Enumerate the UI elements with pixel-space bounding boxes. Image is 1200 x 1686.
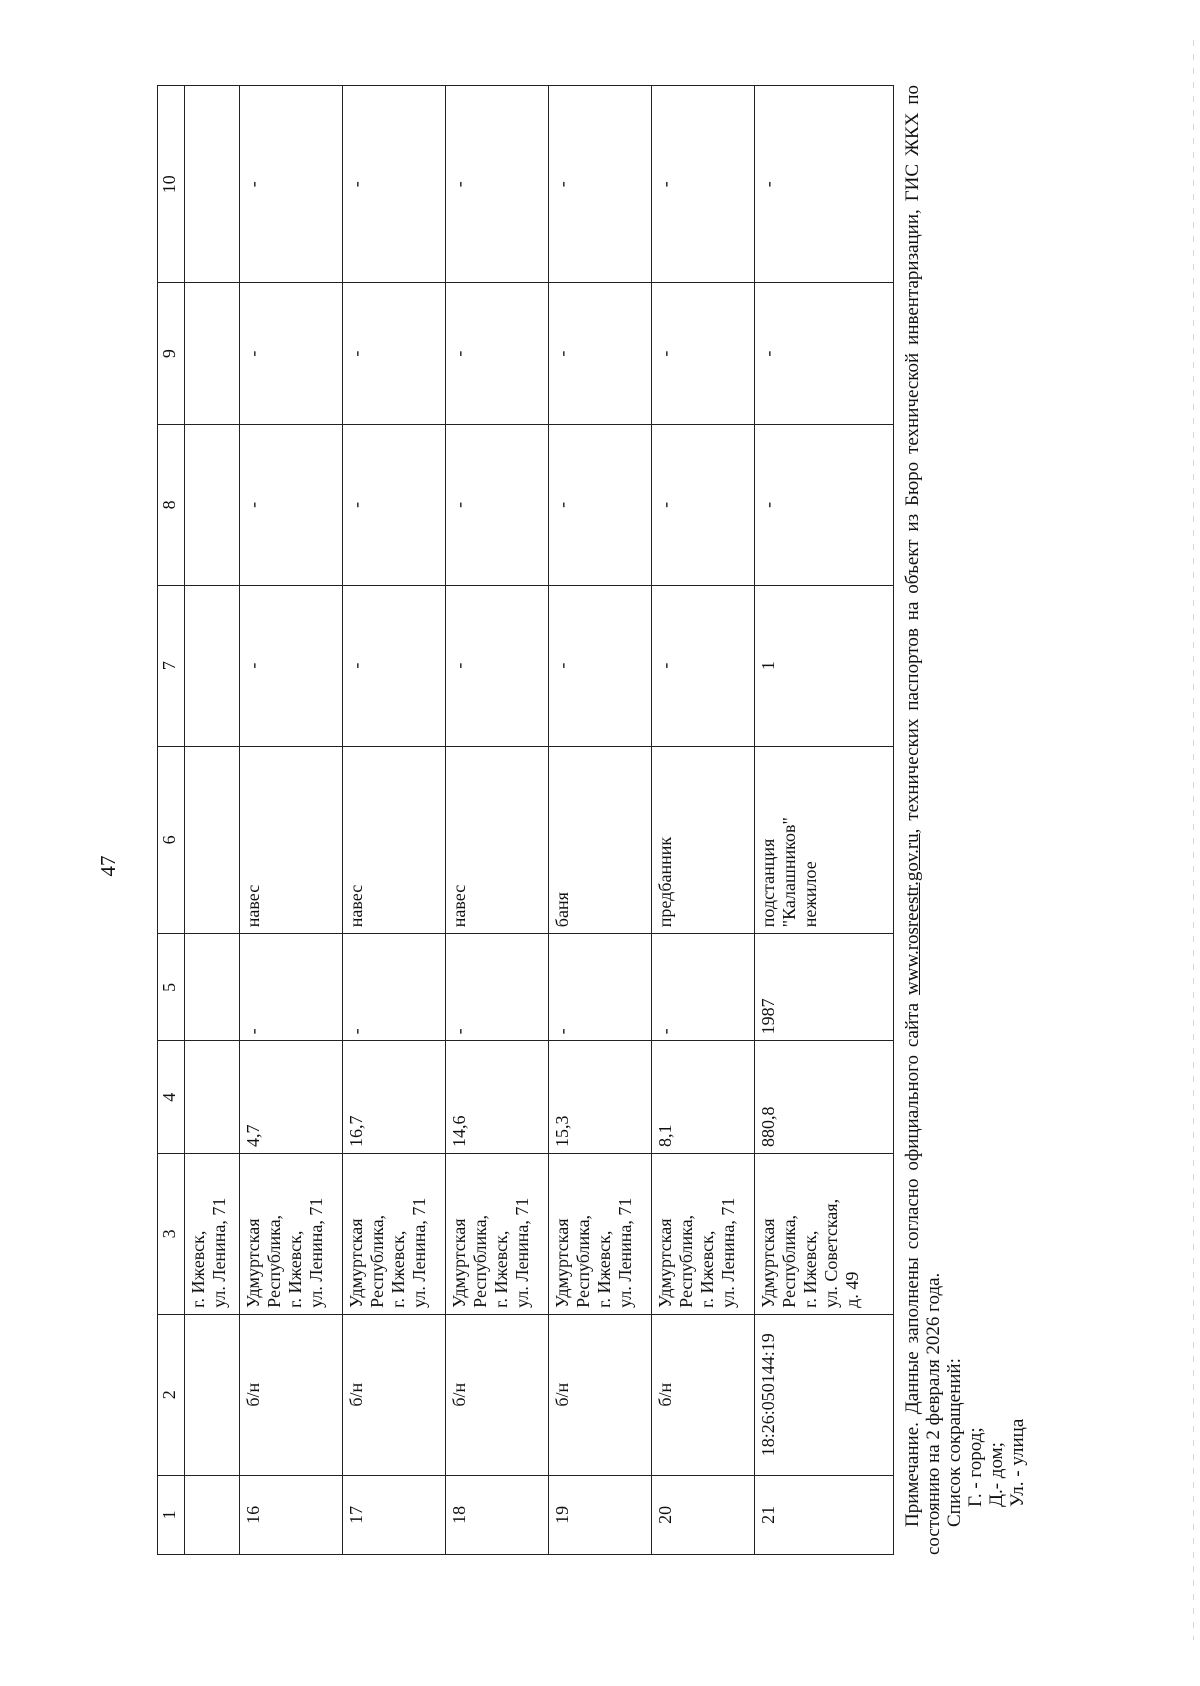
continued-row bbox=[185, 86, 240, 1555]
address-line: Удмуртская bbox=[758, 1218, 778, 1308]
column-10-cell: - bbox=[446, 86, 549, 283]
object-name-line: навес bbox=[449, 884, 469, 928]
cell-empty bbox=[185, 934, 240, 1041]
column-number: 3 bbox=[158, 1154, 185, 1315]
column-10-cell: - bbox=[652, 86, 755, 283]
address-cell bbox=[652, 1154, 755, 1315]
table-row bbox=[240, 86, 343, 1555]
abbreviation-item: Ул. - улица bbox=[1007, 1418, 1028, 1507]
column-9-cell: - bbox=[652, 283, 755, 425]
column-7-cell: - bbox=[652, 585, 755, 746]
cadastral-number-cell: б/н bbox=[343, 1314, 446, 1475]
address-line: г. Ижевск, bbox=[491, 1230, 511, 1308]
cell-empty bbox=[185, 1314, 240, 1475]
column-8-cell: - bbox=[240, 424, 343, 585]
column-10-cell: - bbox=[343, 86, 446, 283]
address-line: Удмуртская bbox=[243, 1218, 263, 1308]
row-number-cell: 19 bbox=[549, 1475, 652, 1554]
note-paragraph bbox=[902, 85, 944, 1555]
column-9-cell: - bbox=[549, 283, 652, 425]
object-name-cell bbox=[652, 746, 755, 934]
object-name-line: нежилое bbox=[800, 861, 820, 928]
abbreviations-title: Список сокращений: bbox=[944, 1358, 965, 1527]
column-7-cell: - bbox=[240, 585, 343, 746]
address-line: г. Ижевск, bbox=[285, 1230, 305, 1308]
address-cell bbox=[446, 1154, 549, 1315]
area-cell: 14,6 bbox=[446, 1041, 549, 1154]
column-8-cell: - bbox=[446, 424, 549, 585]
object-name-cell bbox=[446, 746, 549, 934]
cell-empty bbox=[185, 1041, 240, 1154]
area-cell: 4,7 bbox=[240, 1041, 343, 1154]
cell-empty bbox=[185, 283, 240, 425]
column-10-cell: - bbox=[240, 86, 343, 283]
area-cell: 16,7 bbox=[343, 1041, 446, 1154]
area-cell: 8,1 bbox=[652, 1041, 755, 1154]
address-line: Удмуртская bbox=[449, 1218, 469, 1308]
column-10-cell: - bbox=[755, 86, 894, 283]
address-line: Республика, bbox=[779, 1214, 799, 1308]
address-line: д. 49 bbox=[842, 1271, 862, 1308]
row-number-cell: 21 bbox=[755, 1475, 894, 1554]
address-line: ул. Ленина, 71 bbox=[306, 1197, 326, 1308]
address-cell bbox=[185, 1154, 240, 1315]
address-line: г. Ижевск, bbox=[388, 1230, 408, 1308]
address-line: Удмуртская bbox=[552, 1218, 572, 1308]
address-line: г. Ижевск, bbox=[594, 1230, 614, 1308]
year-cell: 1987 bbox=[755, 934, 894, 1041]
row-number-cell: 16 bbox=[240, 1475, 343, 1554]
column-number: 4 bbox=[158, 1041, 185, 1154]
column-8-cell: - bbox=[755, 424, 894, 585]
object-name-cell bbox=[343, 746, 446, 934]
page-number: 47 bbox=[96, 855, 120, 877]
area-cell: 15,3 bbox=[549, 1041, 652, 1154]
year-cell: - bbox=[446, 934, 549, 1041]
column-7-cell: 1 bbox=[755, 585, 894, 746]
address-line: Республика, bbox=[573, 1214, 593, 1308]
cadastral-number-cell: 18:26:050144:19 bbox=[755, 1314, 894, 1475]
address-line: ул. Ленина, 71 bbox=[718, 1197, 738, 1308]
table-row bbox=[446, 86, 549, 1555]
cadastral-number-cell: б/н bbox=[652, 1314, 755, 1475]
column-9-cell: - bbox=[240, 283, 343, 425]
cell-empty bbox=[185, 585, 240, 746]
object-name-line: навес bbox=[243, 884, 263, 928]
column-number: 9 bbox=[158, 283, 185, 425]
address-cell bbox=[549, 1154, 652, 1315]
object-name-line: предбанник bbox=[655, 836, 675, 928]
object-name-cell bbox=[240, 746, 343, 934]
row-number-cell: 18 bbox=[446, 1475, 549, 1554]
column-number: 2 bbox=[158, 1314, 185, 1475]
column-number: 8 bbox=[158, 424, 185, 585]
column-9-cell: - bbox=[755, 283, 894, 425]
address-cell bbox=[755, 1154, 894, 1315]
column-8-cell: - bbox=[343, 424, 446, 585]
row-number-cell: 20 bbox=[652, 1475, 755, 1554]
column-9-cell: - bbox=[446, 283, 549, 425]
column-8-cell: - bbox=[549, 424, 652, 585]
address-line: Республика, bbox=[470, 1214, 490, 1308]
column-9-cell: - bbox=[343, 283, 446, 425]
address-line: Республика, bbox=[264, 1214, 284, 1308]
cadastral-number-cell: б/н bbox=[446, 1314, 549, 1475]
address-line: ул. Ленина, 71 bbox=[209, 1197, 229, 1308]
table-row bbox=[549, 86, 652, 1555]
cadastral-number-cell: б/н bbox=[549, 1314, 652, 1475]
column-number: 6 bbox=[158, 746, 185, 934]
address-line: г. Ижевск, bbox=[800, 1230, 820, 1308]
year-cell: - bbox=[652, 934, 755, 1041]
column-number: 7 bbox=[158, 585, 185, 746]
rotated-sheet bbox=[157, 85, 1037, 1555]
address-cell bbox=[343, 1154, 446, 1315]
area-cell: 880,8 bbox=[755, 1041, 894, 1154]
scan-edge-artifact bbox=[1193, 40, 1194, 1640]
cadastral-number-cell: б/н bbox=[240, 1314, 343, 1475]
table-row bbox=[755, 86, 894, 1555]
year-cell: - bbox=[549, 934, 652, 1041]
column-number: 5 bbox=[158, 934, 185, 1041]
object-name-line: баня bbox=[552, 892, 572, 928]
cell-empty bbox=[185, 424, 240, 585]
notes-block bbox=[902, 85, 1028, 1555]
address-line: ул. Ленина, 71 bbox=[615, 1197, 635, 1308]
abbreviation-item: Г. - город; bbox=[965, 1427, 986, 1507]
column-10-cell: - bbox=[549, 86, 652, 283]
object-name-cell bbox=[755, 746, 894, 934]
address-line: г. Ижевск, bbox=[697, 1230, 717, 1308]
year-cell: - bbox=[343, 934, 446, 1041]
address-line: ул. Советская, bbox=[821, 1198, 841, 1308]
column-number-row bbox=[158, 86, 185, 1555]
table-row bbox=[343, 86, 446, 1555]
column-number: 10 bbox=[158, 86, 185, 283]
object-name-cell bbox=[549, 746, 652, 934]
object-name-line: навес bbox=[346, 884, 366, 928]
column-number: 1 bbox=[158, 1475, 185, 1554]
table-row bbox=[652, 86, 755, 1555]
cell-empty bbox=[185, 1475, 240, 1554]
rosreestr-link[interactable]: www.rosreestr.gov.ru bbox=[902, 833, 923, 995]
address-line: ул. Ленина, 71 bbox=[512, 1197, 532, 1308]
note-text-before: Примечание. Данные заполнены согласно официального сайта bbox=[902, 994, 923, 1527]
address-line: Республика, bbox=[676, 1214, 696, 1308]
address-line: Республика, bbox=[367, 1214, 387, 1308]
address-line: ул. Ленина, 71 bbox=[409, 1197, 429, 1308]
abbreviation-item: Д.- дом; bbox=[986, 1442, 1007, 1507]
cell-empty bbox=[185, 746, 240, 934]
address-cell bbox=[240, 1154, 343, 1315]
column-7-cell: - bbox=[343, 585, 446, 746]
object-name-line: подстанция bbox=[758, 838, 778, 928]
address-line: Удмуртская bbox=[346, 1218, 366, 1308]
address-line: г. Ижевск, bbox=[188, 1230, 208, 1308]
column-8-cell: - bbox=[652, 424, 755, 585]
row-number-cell: 17 bbox=[343, 1475, 446, 1554]
address-line: Удмуртская bbox=[655, 1218, 675, 1308]
cell-empty bbox=[185, 86, 240, 283]
object-name-line: "Калашников" bbox=[779, 817, 799, 928]
note-text-after: , технических паспортов на объект из Бюро технической инвентаризации, ГИС ЖКХ по состоянию на 2 февраля 2026 года. bbox=[902, 85, 944, 1555]
column-7-cell: - bbox=[549, 585, 652, 746]
objects-table bbox=[157, 85, 894, 1555]
year-cell: - bbox=[240, 934, 343, 1041]
column-7-cell: - bbox=[446, 585, 549, 746]
